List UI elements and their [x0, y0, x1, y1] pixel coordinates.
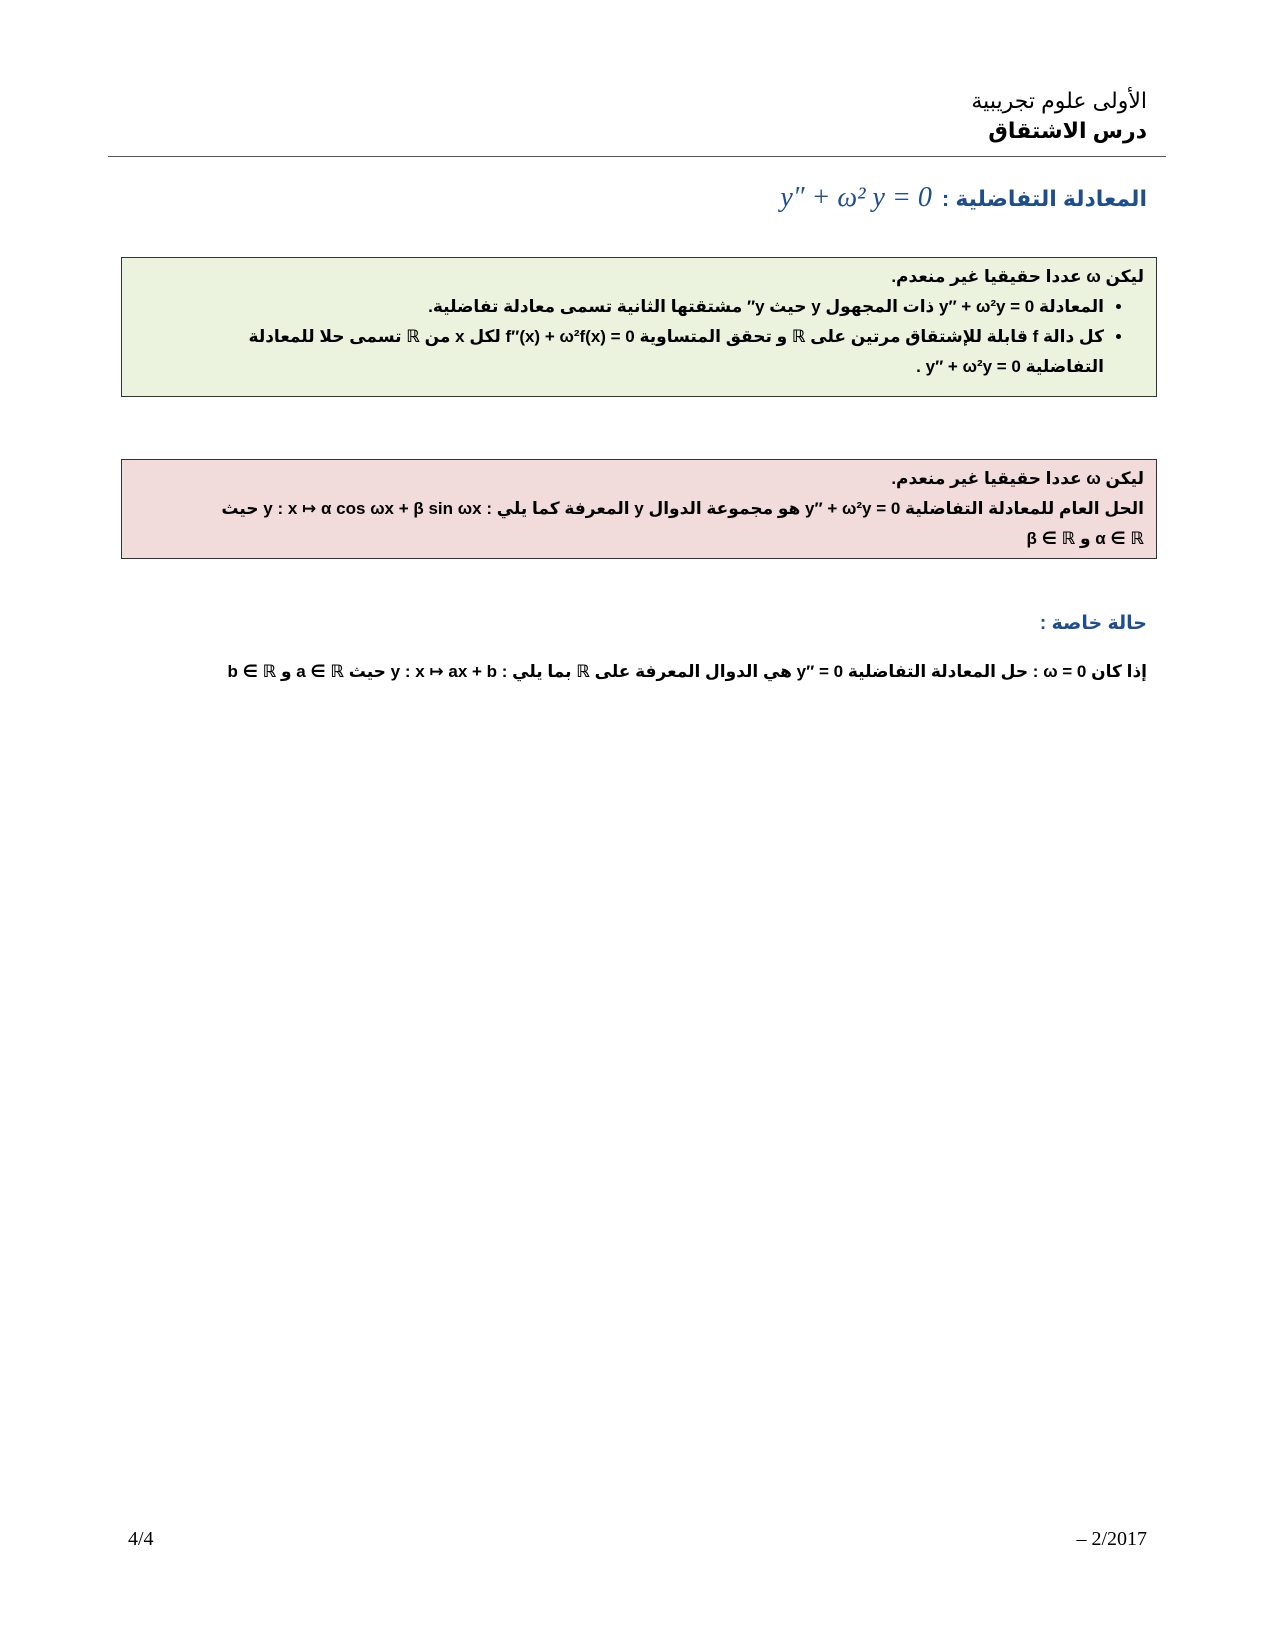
definition-list — [134, 292, 1144, 382]
lesson-title: درس الاشتقاق — [988, 118, 1147, 143]
special-case-title: حالة خاصة : — [1039, 613, 1147, 634]
level-label: الأولى علوم تجريبية — [971, 88, 1147, 113]
theorem-intro: ليكن ω عددا حقيقيا غير منعدم. — [891, 469, 1144, 488]
definition-bullet-1-text: المعادلة y″ + ω²y = 0 ذات المجهول y حيث y″ مشتقتها الثانية تسمى معادلة تفاضلية. — [428, 297, 1104, 316]
special-case-text: إذا كان ω = 0 : حل المعادلة التفاضلية y″ = 0 هي الدوال المعرفة على ℝ بما يلي : y : x ↦ ax + b حيث a ∈ ℝ و b ∈ ℝ — [227, 662, 1147, 681]
definition-bullet-2-line2: التفاضلية y″ + ω²y = 0 . — [916, 357, 1104, 376]
page-number: 4/4 — [128, 1528, 154, 1550]
section-title — [780, 182, 1147, 214]
theorem-box — [121, 459, 1157, 559]
definition-intro: ليكن ω عددا حقيقيا غير منعدم. — [891, 267, 1144, 286]
definition-bullet-2 — [134, 322, 1104, 382]
section-equation: y″ + ω² y = 0 — [780, 182, 932, 213]
header-divider — [108, 156, 1166, 157]
section-title-text: المعادلة التفاضلية : — [941, 186, 1147, 211]
theorem-statement: الحل العام للمعادلة التفاضلية y″ + ω²y = 0 هو مجموعة الدوال y المعرفة كما يلي : y : x ↦ α cos ωx + β sin ωx حيث — [221, 499, 1144, 518]
definition-bullet-2-line1: • كل دالة f قابلة للإشتقاق مرتين على ℝ و تحقق المتساوية f″(x) + ω²f(x) = 0 لكل x من ℝ تسمى حلا للمعادلة — [248, 327, 1104, 346]
document-header — [971, 86, 1147, 146]
theorem-conditions: α ∈ ℝ و β ∈ ℝ — [1026, 529, 1144, 548]
definition-box — [121, 257, 1157, 397]
definition-bullet-1 — [134, 292, 1104, 322]
footer-date: – 2/2017 — [1076, 1528, 1147, 1550]
